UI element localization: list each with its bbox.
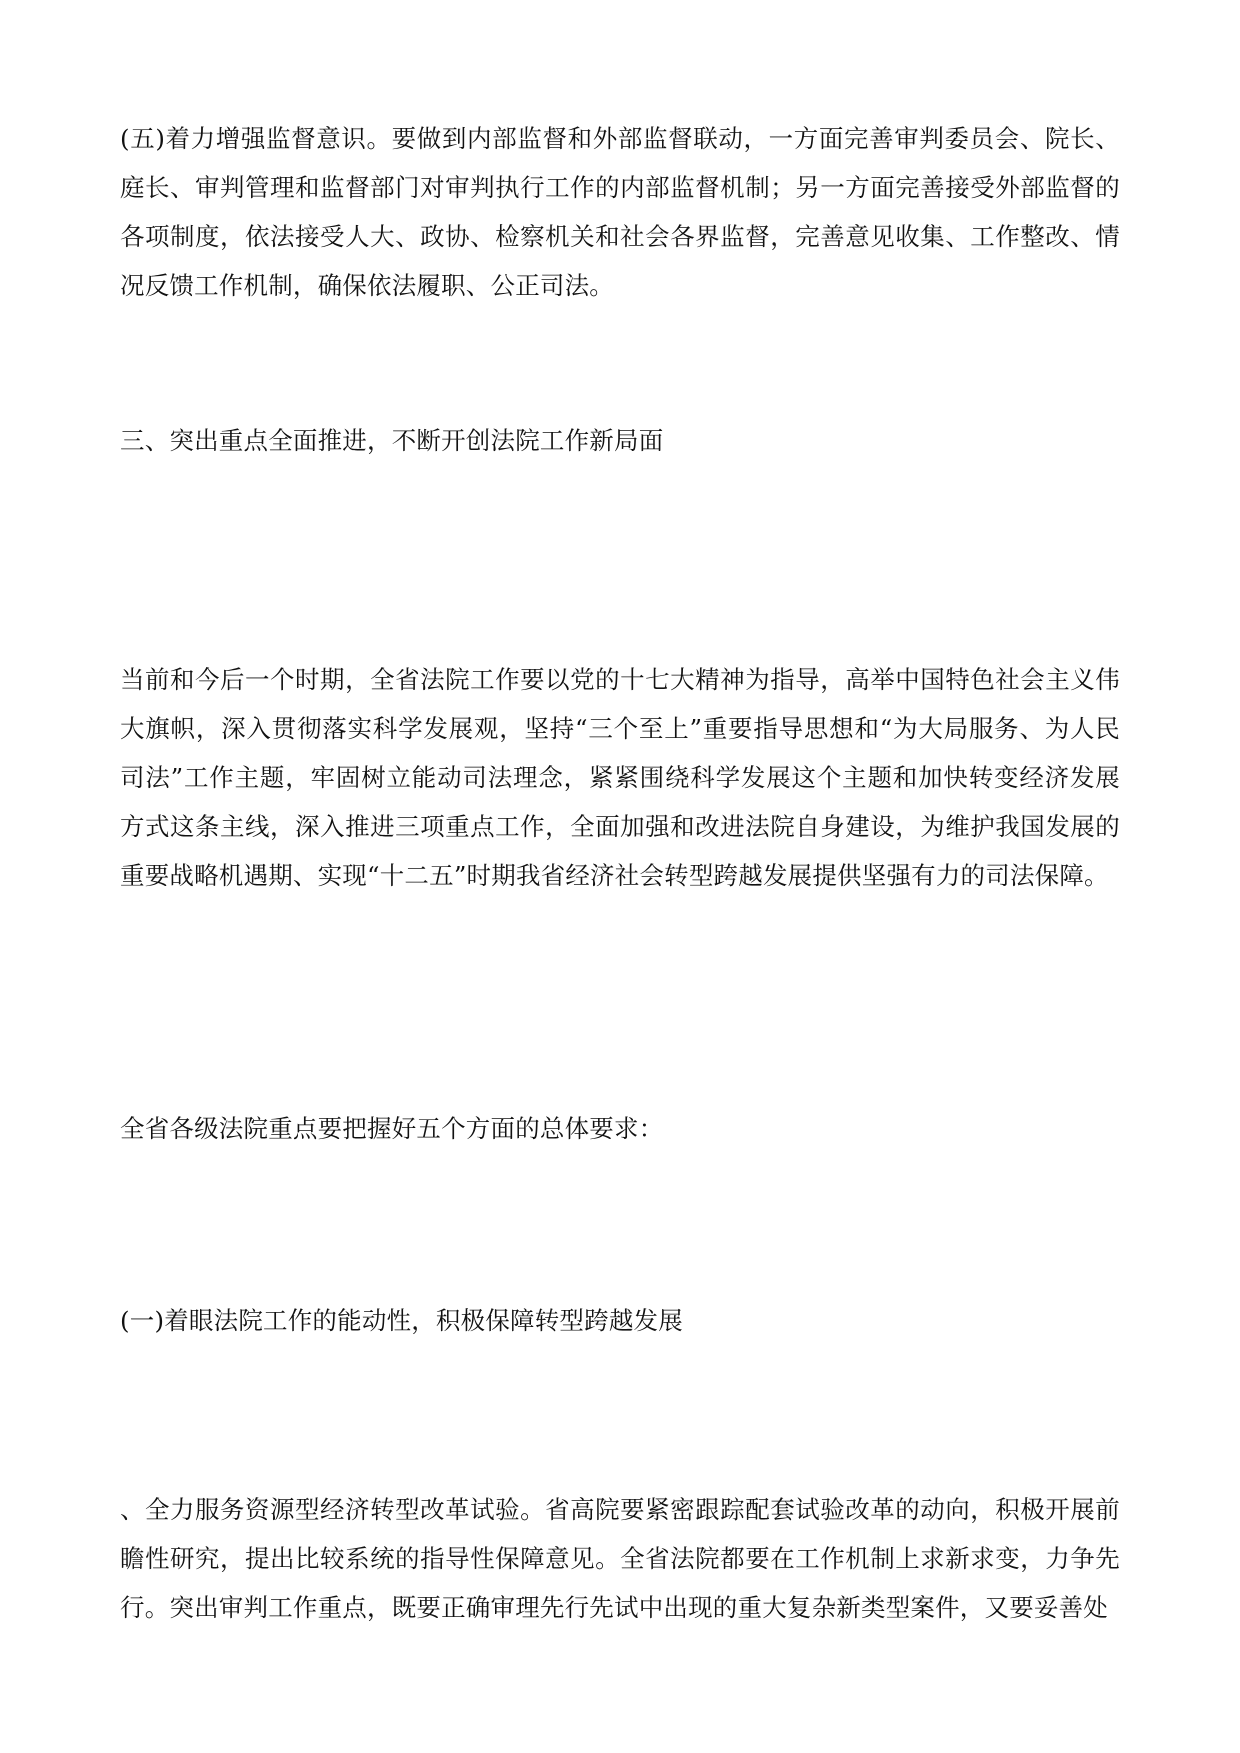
section-heading-three: 三、突出重点全面推进，不断开创法院工作新局面 — [120, 426, 664, 455]
paragraph-overall-guidance: 当前和今后一个时期，全省法院工作要以党的十七大精神为指导，高举中国特色社会主义伟大旗帜，深入贯彻落实科学发展观，坚持“三个至上”重要指导思想和“为大局服务、为人民司法”工作主题，牢固树立能动司法理念，紧紧围绕科学发展这个主题和加快转变经济发展方式这条主线，深入推进三项重点工作，全面加强和改进法院自身建设，为维护我国发展的重要战略机遇期、实现“十二五”时期我省经济社会转型跨越发展提供坚强有力的司法保障。 — [120, 665, 1120, 890]
paragraph-resource-economy: 、全力服务资源型经济转型改革试验。省高院要紧密跟踪配套试验改革的动向，积极开展前瞻性研究，提出比较系统的指导性保障意见。全省法院都要在工作机制上求新求变，力争先行。突出审判工作重点，既要正确审理先行先试中出现的重大复杂新类型案件，又要妥善处 — [120, 1495, 1120, 1622]
paragraph-five-requirements: 全省各级法院重点要把握好五个方面的总体要求： — [120, 1114, 664, 1143]
subheading-one: (一)着眼法院工作的能动性，积极保障转型跨越发展 — [120, 1306, 683, 1335]
paragraph-supervision: (五)着力增强监督意识。要做到内部监督和外部监督联动，一方面完善审判委员会、院长、庭长、审判管理和监督部门对审判执行工作的内部监督机制；另一方面完善接受外部监督的各项制度，依法接受人大、政协、检察机关和社会各界监督，完善意见收集、工作整改、情况反馈工作机制，确保依法履职、公正司法。 — [120, 124, 1120, 300]
